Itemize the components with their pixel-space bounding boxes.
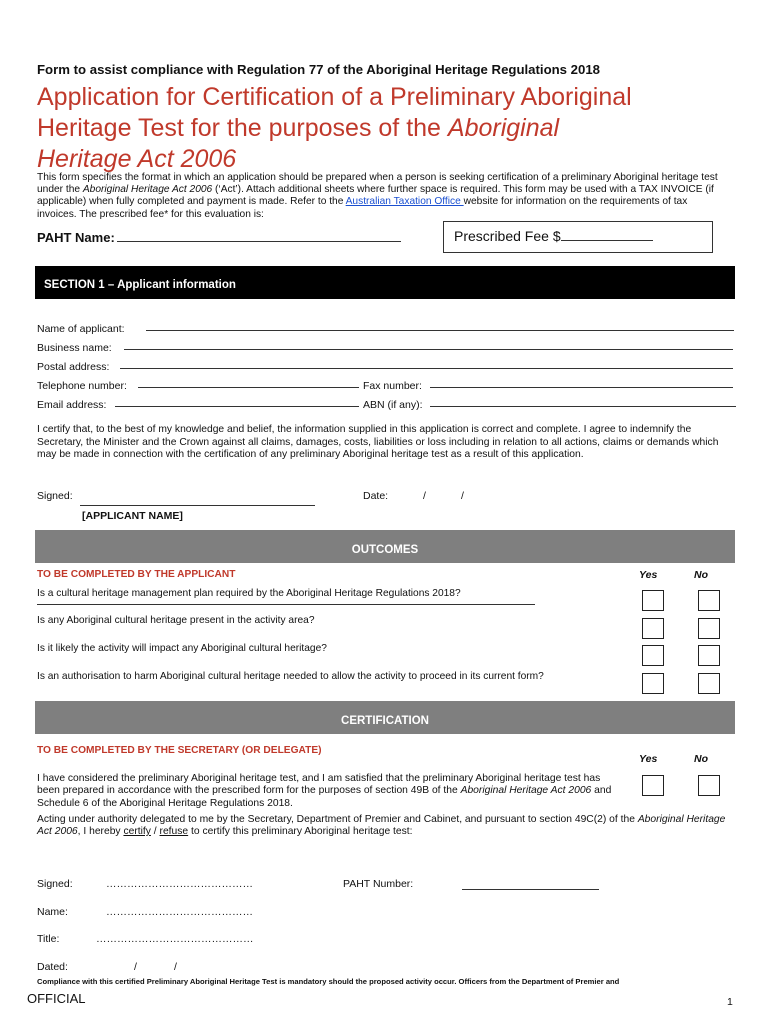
outcome-question: Is an authorisation to harm Aboriginal cultural heritage needed to allow the activity to proceed in its current form?	[37, 671, 544, 682]
name-of-applicant-label: Name of applicant:	[37, 323, 125, 335]
cert-para2-text-b: , I hereby	[77, 826, 124, 838]
question-underline	[37, 604, 535, 605]
paht-name-field[interactable]	[37, 230, 401, 245]
certify-refuse-slash: /	[150, 826, 160, 838]
fax-label: Fax number:	[363, 380, 422, 392]
title-line-1: Application for Certification of a Preliminary Aboriginal	[37, 83, 632, 111]
title-line-2a: Heritage Test for the purposes of the	[37, 114, 448, 142]
signed-label: Signed:	[37, 490, 73, 502]
abn-line[interactable]	[430, 406, 736, 407]
outcomes-yes-header: Yes	[639, 569, 658, 581]
paht-name-label: PAHT Name:	[37, 230, 115, 245]
signature-line[interactable]	[80, 505, 315, 506]
regulation-line: Form to assist compliance with Regulation 77 of the Aboriginal Heritage Regulations 2018	[37, 62, 601, 77]
q2-yes-checkbox[interactable]	[642, 618, 664, 639]
postal-address-line[interactable]	[120, 368, 733, 369]
telephone-label: Telephone number:	[37, 380, 127, 392]
certification-header: CERTIFICATION	[35, 701, 735, 734]
date-slash-1: /	[423, 490, 426, 502]
refuse-option[interactable]: refuse	[159, 826, 189, 838]
outcome-question: Is any Aboriginal cultural heritage present in the activity area?	[37, 615, 315, 626]
q1-no-checkbox[interactable]	[698, 590, 720, 611]
intro-text-c: website for information on the requirements of tax invoices. The prescribed fee* for this evaluation is:	[37, 196, 688, 220]
outcome-question: Is a cultural heritage management plan required by the Aboriginal Heritage Regulations 2018?	[37, 588, 461, 599]
outcomes-no-header: No	[694, 569, 708, 581]
email-line[interactable]	[115, 406, 359, 407]
q3-no-checkbox[interactable]	[698, 645, 720, 666]
cert-name-dots[interactable]: ……………………………………	[106, 906, 253, 918]
cert-para2-text-c: to certify this preliminary Aboriginal heritage test:	[188, 826, 413, 838]
ato-link[interactable]: Australian Taxation Office	[345, 196, 464, 208]
cert-para2-text-a: Acting under authority delegated to me by the Secretary, Department of Premier and Cabinet, and pursuant to section 49C(2) of the	[37, 814, 638, 825]
applicant-name-label: [APPLICANT NAME]	[82, 510, 183, 522]
certify-option[interactable]: certify	[123, 826, 151, 838]
cert-title-dots[interactable]: ………………………………………	[96, 933, 254, 945]
prescribed-fee-label: Prescribed Fee $	[454, 228, 561, 244]
compliance-note: Compliance with this certified Preliminary Aboriginal Heritage Test is mandatory should the proposed activity occur. Officers from the Department of Premier and	[37, 977, 620, 986]
prescribed-fee-line[interactable]	[561, 228, 653, 241]
page-number: 1	[727, 996, 733, 1008]
cert-title-label: Title:	[37, 933, 60, 945]
name-of-applicant-line[interactable]	[146, 330, 734, 331]
outcomes-subtitle: TO BE COMPLETED BY THE APPLICANT	[37, 569, 236, 580]
abn-label: ABN (if any):	[363, 399, 423, 411]
cert-para1-text-a: I have considered the preliminary Aboriginal heritage test, and I am satisfied that the preliminary Aboriginal heritage test has been prepared in accordance with the prescribed form for the purposes of section 49B of the	[37, 773, 601, 797]
intro-paragraph	[37, 172, 723, 221]
telephone-line[interactable]	[138, 387, 359, 388]
cert-signed-dots[interactable]: ……………………………………	[106, 878, 253, 890]
date-label: Date:	[363, 490, 389, 502]
cert-para2-act: Aboriginal Heritage Act 2006	[37, 814, 726, 838]
cert-name-label: Name:	[37, 906, 68, 918]
cert-yes-checkbox[interactable]	[642, 775, 664, 796]
cert-para1-act: Aboriginal Heritage Act 2006	[460, 785, 592, 797]
official-classification: OFFICIAL	[27, 991, 86, 1006]
title-line-3: Heritage Act 2006	[37, 145, 237, 173]
intro-act-name: Aboriginal Heritage Act 2006	[82, 184, 213, 196]
q2-no-checkbox[interactable]	[698, 618, 720, 639]
intro-text-a: This form specifies the format in which an application should be prepared when a person is seeking certification of a preliminary Aboriginal heritage test under the	[37, 172, 718, 196]
q3-yes-checkbox[interactable]	[642, 645, 664, 666]
q4-no-checkbox[interactable]	[698, 673, 720, 694]
intro-text-b: (‘Act’). Attach additional sheets where further space is required. This form may be used with a TAX INVOICE (if applicable) when fully completed and payment is made. Refer to the	[37, 184, 714, 208]
certification-paragraph-1	[37, 773, 612, 810]
outcome-question: Is it likely the activity will impact any Aboriginal cultural heritage?	[37, 643, 327, 654]
paht-number-label: PAHT Number:	[343, 878, 414, 890]
cert-dated-slash-2: /	[174, 961, 177, 973]
paht-number-line[interactable]	[462, 889, 599, 890]
certification-statement: I certify that, to the best of my knowledge and belief, the information supplied in this application is correct and complete. I agree to indemnify the Secretary, the Minister and the Crown against all claims, damages, costs, liabilities or loss including in relation to all actions, claims or demands which may be made in connection with the certification of any preliminary Aboriginal heritage test as a result of this application.	[37, 424, 719, 461]
cert-signed-label: Signed:	[37, 878, 73, 890]
date-slash-2: /	[461, 490, 464, 502]
cert-dated-label: Dated:	[37, 961, 68, 973]
section1-header: SECTION 1 – Applicant information	[35, 266, 735, 299]
cert-dated-slash-1: /	[134, 961, 137, 973]
fax-line[interactable]	[430, 387, 733, 388]
certification-paragraph-2	[37, 814, 727, 839]
certification-no-header: No	[694, 753, 708, 765]
form-title	[37, 82, 737, 175]
email-label: Email address:	[37, 399, 107, 411]
cert-para1-text-b: and Schedule 6 of the Aboriginal Heritage Regulations 2018.	[37, 785, 612, 809]
paht-name-line[interactable]	[117, 230, 401, 242]
outcomes-header: OUTCOMES	[35, 530, 735, 563]
title-line-2b: Aboriginal	[447, 114, 560, 142]
q4-yes-checkbox[interactable]	[642, 673, 664, 694]
certification-yes-header: Yes	[639, 753, 658, 765]
prescribed-fee-box[interactable]	[443, 221, 713, 253]
postal-address-label: Postal address:	[37, 361, 110, 373]
q1-yes-checkbox[interactable]	[642, 590, 664, 611]
business-name-label: Business name:	[37, 342, 112, 354]
certification-subtitle: TO BE COMPLETED BY THE SECRETARY (OR DELEGATE)	[37, 745, 322, 756]
business-name-line[interactable]	[124, 349, 733, 350]
cert-no-checkbox[interactable]	[698, 775, 720, 796]
